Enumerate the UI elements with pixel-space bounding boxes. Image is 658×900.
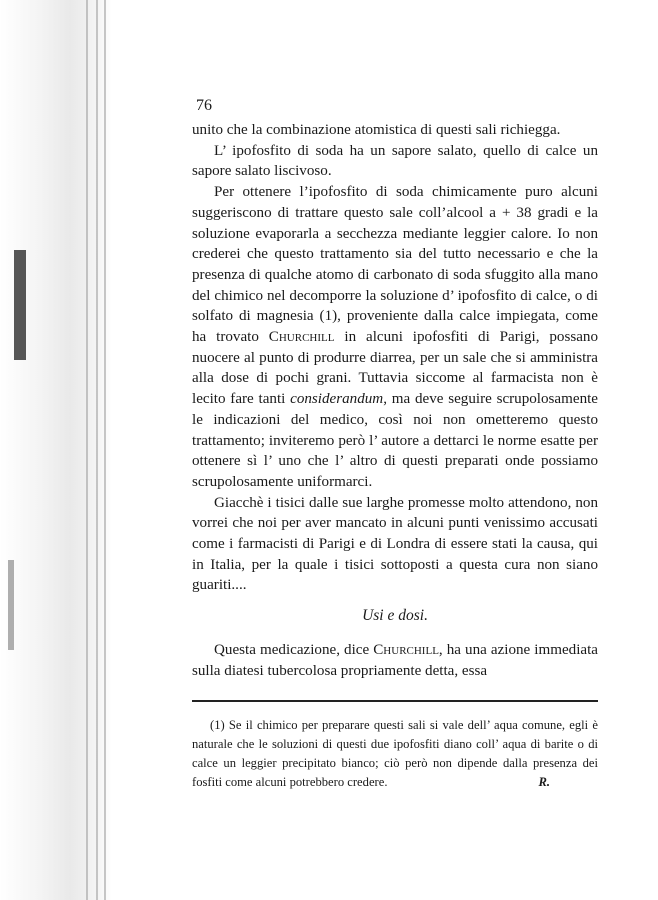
gutter-shadow [8,560,14,650]
gutter-line [104,0,106,900]
paragraph [192,120,598,141]
gutter-line [86,0,88,900]
author-name: Churchill [373,642,439,659]
footnote-body: (1) Se il chimico per preparare questi sali si vale dell’ aqua comune, egli è naturale che le soluzioni di questi due ipofosfiti diano coll’ aqua di barite o di calce un leggier precipitato bianco; ciò però non dipende dalla presenza dei fosfiti come alcuni potrebbero credere. [192,717,598,789]
paragraph [192,182,598,493]
section-title: Usi e dosi. [362,607,428,625]
paragraph [192,141,598,182]
paragraph [192,640,598,681]
text-run: unito che la combinazione atomistica di questi sali richiegga. [192,122,561,138]
footnote-signature: R. [538,774,550,789]
paragraph [192,493,598,597]
author-name: Churchill [268,329,335,346]
text-run: Per ottenere l’ipofosfito di soda chimicamente puro alcuni suggeriscono di trattare questo sale coll’alcool a + 38 gradi e la soluzione evaporarla a secchezza mediante leggier calore. Io non crederei che questo trattamento sia del tutto necessario e che la presenza di qualche atomo di carbonato di soda sfuggito alla mano del chimico nel decomporre la soluzione d’ ipofosfito di calce, o di solfato di magnesia (1), proveniente dalla calce impiegata, come ha trovato [192,184,598,346]
footnote-text [192,716,598,792]
gutter-shadow [14,250,26,360]
text-run: in alcuni ipofosfiti di Parigi, possano nuocere al punto di produrre diarrea, per un sale che si amministra alla dose di pochi grani. Tuttavia siccome al farmacista non è lecito fare tanti [192,329,599,408]
page-number: 76 [196,97,212,114]
text-run: L’ ipofosfito di soda ha un sapore salato, quello di calce un sapore salato liscivoso. [192,142,598,180]
footnote-rule [192,700,598,702]
text-run: Questa medicazione, dice [214,642,374,659]
body-text-continued [192,640,598,681]
footnote [192,716,598,792]
body-text [192,120,598,596]
text-run: , ma deve seguire scrupolosamente le indicazioni del medico, così noi non ometteremo questo trattamento; inviteremo però l’ autore a dettarci le norme esatte per ottenere sì l’ uno che l’ altro di questi preparati onde possiamo scrupolosamente uniformarci. [192,391,599,490]
book-page [192,98,598,792]
binding-gutter [0,0,112,900]
text-run: Giacchè i tisici dalle sue larghe promesse molto attendono, non vorrei che noi per aver mancato in alcuni punti venissimo accusati come i farmacisti di Parigi e di Londra di essere stati la causa, qui in Italia, per la quale i tisici sottoposti a questa cura non siano guariti.... [192,494,598,594]
emphasis-text: considerandum [290,391,384,408]
gutter-line [96,0,98,900]
text-run: , ha una azione immediata sulla diatesi tubercolosa propriamente detta, essa [192,642,599,679]
